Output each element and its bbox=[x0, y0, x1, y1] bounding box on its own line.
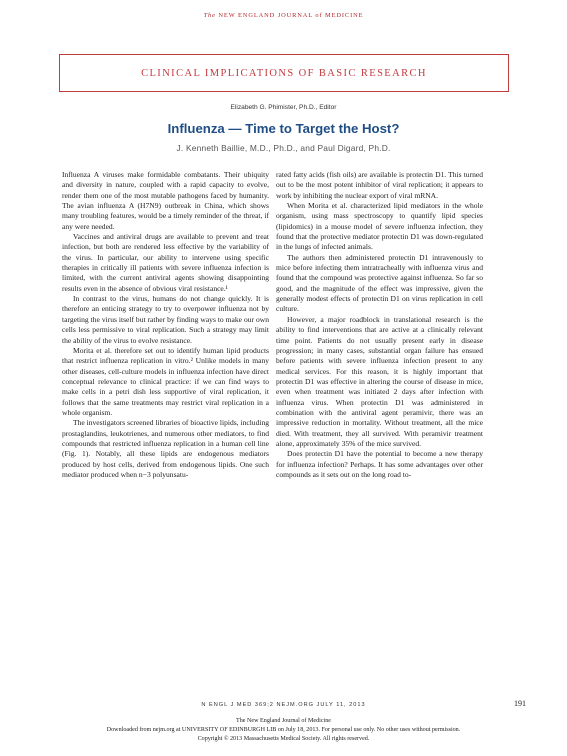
masthead-journal: NEW ENGLAND JOURNAL of MEDICINE bbox=[218, 12, 364, 19]
paragraph: The authors then administered protectin D1 intravenously to mice before infecting them intratracheally with influenza virus and found that the compound was protective against influenza. So far so good, and the magnitude of the effect was impressive, given the generally modest effects of protectin D1 on virus replication in cell culture. bbox=[276, 252, 483, 314]
paragraph: The investigators screened libraries of bioactive lipids, including prostaglandins, leukotrienes, and numerous other mediators, to find compounds that restricted influenza replication in a human cell line (Fig. 1). Notably, all these lipids are endogenous mediators produced by host cells, derived from endogenous lipids. One such mediator produced when n−3 polyunsatu- bbox=[62, 418, 269, 479]
page-number: 191 bbox=[514, 699, 526, 708]
left-column bbox=[62, 170, 269, 480]
editor-line: Elizabeth G. Phimister, Ph.D., Editor bbox=[230, 104, 337, 111]
section-banner bbox=[59, 54, 509, 92]
download-line: The New England Journal of Medicine bbox=[236, 718, 331, 724]
article-authors: J. Kenneth Baillie, M.D., Ph.D., and Paul Digard, Ph.D. bbox=[176, 143, 391, 153]
paragraph: In contrast to the virus, humans do not change quickly. It is therefore an enticing strategy to try to overpower influenza not by targeting the virus itself but rather by finding ways to make our own cells less permissive to viral replication. Such a strategy may limit the ability of the virus to evolve resistance. bbox=[62, 294, 269, 345]
article-title: Influenza — Time to Target the Host? bbox=[167, 121, 400, 136]
paragraph: Vaccines and antiviral drugs are available to prevent and treat infection, but both are rendered less effective by the variability of the virus. In particular, our ability to intervene using specific therapies in critically ill patients with severe influenza infection is limited, with the current antiviral agents showing disappointing results even in the absence of obvious viral resistance.¹ bbox=[62, 232, 269, 293]
download-line: Downloaded from nejm.org at UNIVERSITY OF EDINBURGH LIB on July 18, 2013. For personal use only. No other uses without permission. bbox=[106, 727, 461, 733]
masthead-the: The bbox=[203, 12, 216, 19]
footer-citation: N ENGL J MED 369;2 NEJM.ORG JULY 11, 2013 bbox=[201, 702, 366, 708]
paragraph: When Morita et al. characterized lipid mediators in the whole organism, using mass spectroscopy to quantify lipid species (lipidomics) in a mouse model of severe influenza infection, they found that the protective mediator protectin D1 was down-regulated in the lungs of infected animals. bbox=[276, 201, 483, 252]
section-title: CLINICAL IMPLICATIONS OF BASIC RESEARCH bbox=[141, 67, 427, 79]
download-line: Copyright © 2013 Massachusetts Medical Society. All rights reserved. bbox=[197, 736, 370, 742]
paragraph: Does protectin D1 have the potential to become a new therapy for influenza infection? Perhaps. It has some advantages over other compounds as it sets out on the long road to- bbox=[276, 449, 483, 479]
download-notice bbox=[0, 717, 567, 744]
paragraph: However, a major roadblock in translational research is the ability to find interventions that are active at a clinically relevant time point. Patients do not usually present early in disease progression; in many cases, substantial organ failure has ensued before patients with severe influenza infection present to any medical services. For this reason, it is highly important that protectin D1 was effective in altering the course of disease in mice, even when treatment was initiated 2 days after infection with influenza virus. When protectin D1 was administered in combination with the antiviral agent peramivir, there was an impressive reduction in mortality. Without treatment, all the mice died. With treatment, they all survived. With peramivir treatment alone, approximately 35% of the mice survived. bbox=[276, 314, 483, 448]
paragraph: rated fatty acids (fish oils) are available is protectin D1. This turned out to be the most potent inhibitor of viral replication; it appears to work by inhibiting the nuclear export of viral mRNA. bbox=[276, 170, 483, 200]
paragraph: Morita et al. therefore set out to identify human lipid products that restrict influenza replication in vitro.² Unlike models in many other diseases, cell-culture models in influenza infection have direct conceptual relevance to clinical practice: if we can find ways to make cells in a petri dish less supportive of viral replication, it follows that the same treatments may restrict viral replication in a whole organism. bbox=[62, 345, 269, 417]
journal-masthead bbox=[0, 12, 567, 19]
paragraph: Influenza A viruses make formidable combatants. Their ubiquity and diversity in nature, coupled with a rapid capacity to evolve, render them one of the most mutable pathogens faced by humanity. The avian influenza A (H7N9) outbreak in China, which shows many troubling features, would be a timely reminder of the threat, if any were needed. bbox=[62, 170, 269, 231]
right-column bbox=[276, 170, 483, 480]
